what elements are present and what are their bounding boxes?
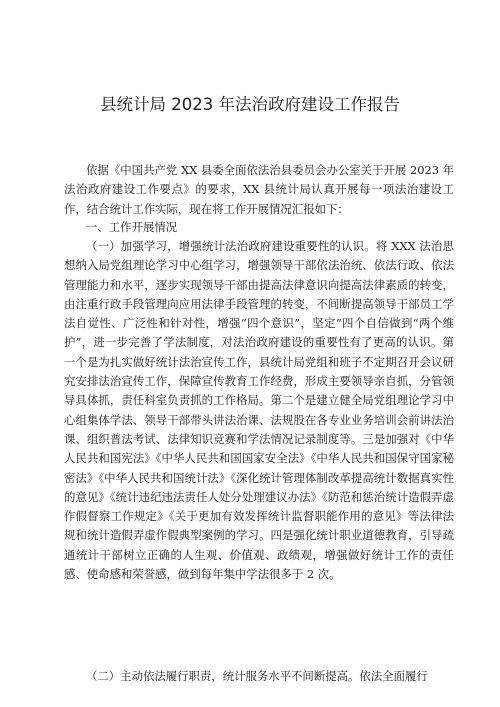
section-item-2-paragraph: （二）主动依法履行职责，统计服务水平不间断提高。依法全面履行 [86,669,428,683]
document-title: 县统计局 2023 年法治政府建设工作报告 [100,95,400,114]
intro-paragraph: 依据《中国共产党 XX 县委全面依法治县委员会办公室关于开展 2023 年法治政府建设工作要点》的要求，XX 县统计局认真开展每一项法治建设工作，结合统计工作实际，现在将工作开展情况汇报如下： [64,163,454,216]
section-heading-work-status: 一、工作开展情况 [86,220,178,234]
section-item-1-paragraph: （一）加强学习，增强统计法治政府建设重要性的认识。将 XXX 法治思想纳入局党组理论学习中心组学习，增强领导干部依法治统、依法行政、依法管理能力和水平，逐步实现领导干部由提高法律意识向提高法律素质的转变，由注重行政手段管理向应用法律手段管理的转变，不间断提高领导干部员工学法自觉性、广泛性和针对性，增强“四个意识”，坚定”四个自信做到“两个维护”，进一步完善了学法制度，对法治政府建设的重要性有了更高的认识。第一个是为扎实做好统计法治宣传工作，县统计局党组和班子不定期召开会议研究安排法治宣传工作，保障宣传教育工作经费，形成主要领导亲自抓，分管领导具体抓，责任科室负责抓的工作格局。第二个是建立健全局党组理论学习中心组集体学法、领导干部带头讲法治课、法规股在各专业业务培训会前讲法治课、组织普法考试、法律知识竞赛和学法情况记录制度等。三是加强对《中华人民共和国宪法》《中华人民共和国国家安全法》《中华人民共和国保守国家秘密法》《中华人民共和国统计法》《深化统计管理体制改革提高统计数据真实性的意见》《统计违纪违法责任人处分处理建议办法》《防范和惩治统计造假弄虚作假督察工作规定》《关于更加有效发挥统计监督职能作用的意见》等法律法规和统计造假弄虚作假典型案例的学习。四是强化统计职业道德教育，引导疏通统计干部树立正确的人生观、价值观、政绩观，增强做好统计工作的责任感、使命感和荣誉感，做到每年集中学法很多于 2 次。 [64,239,454,582]
